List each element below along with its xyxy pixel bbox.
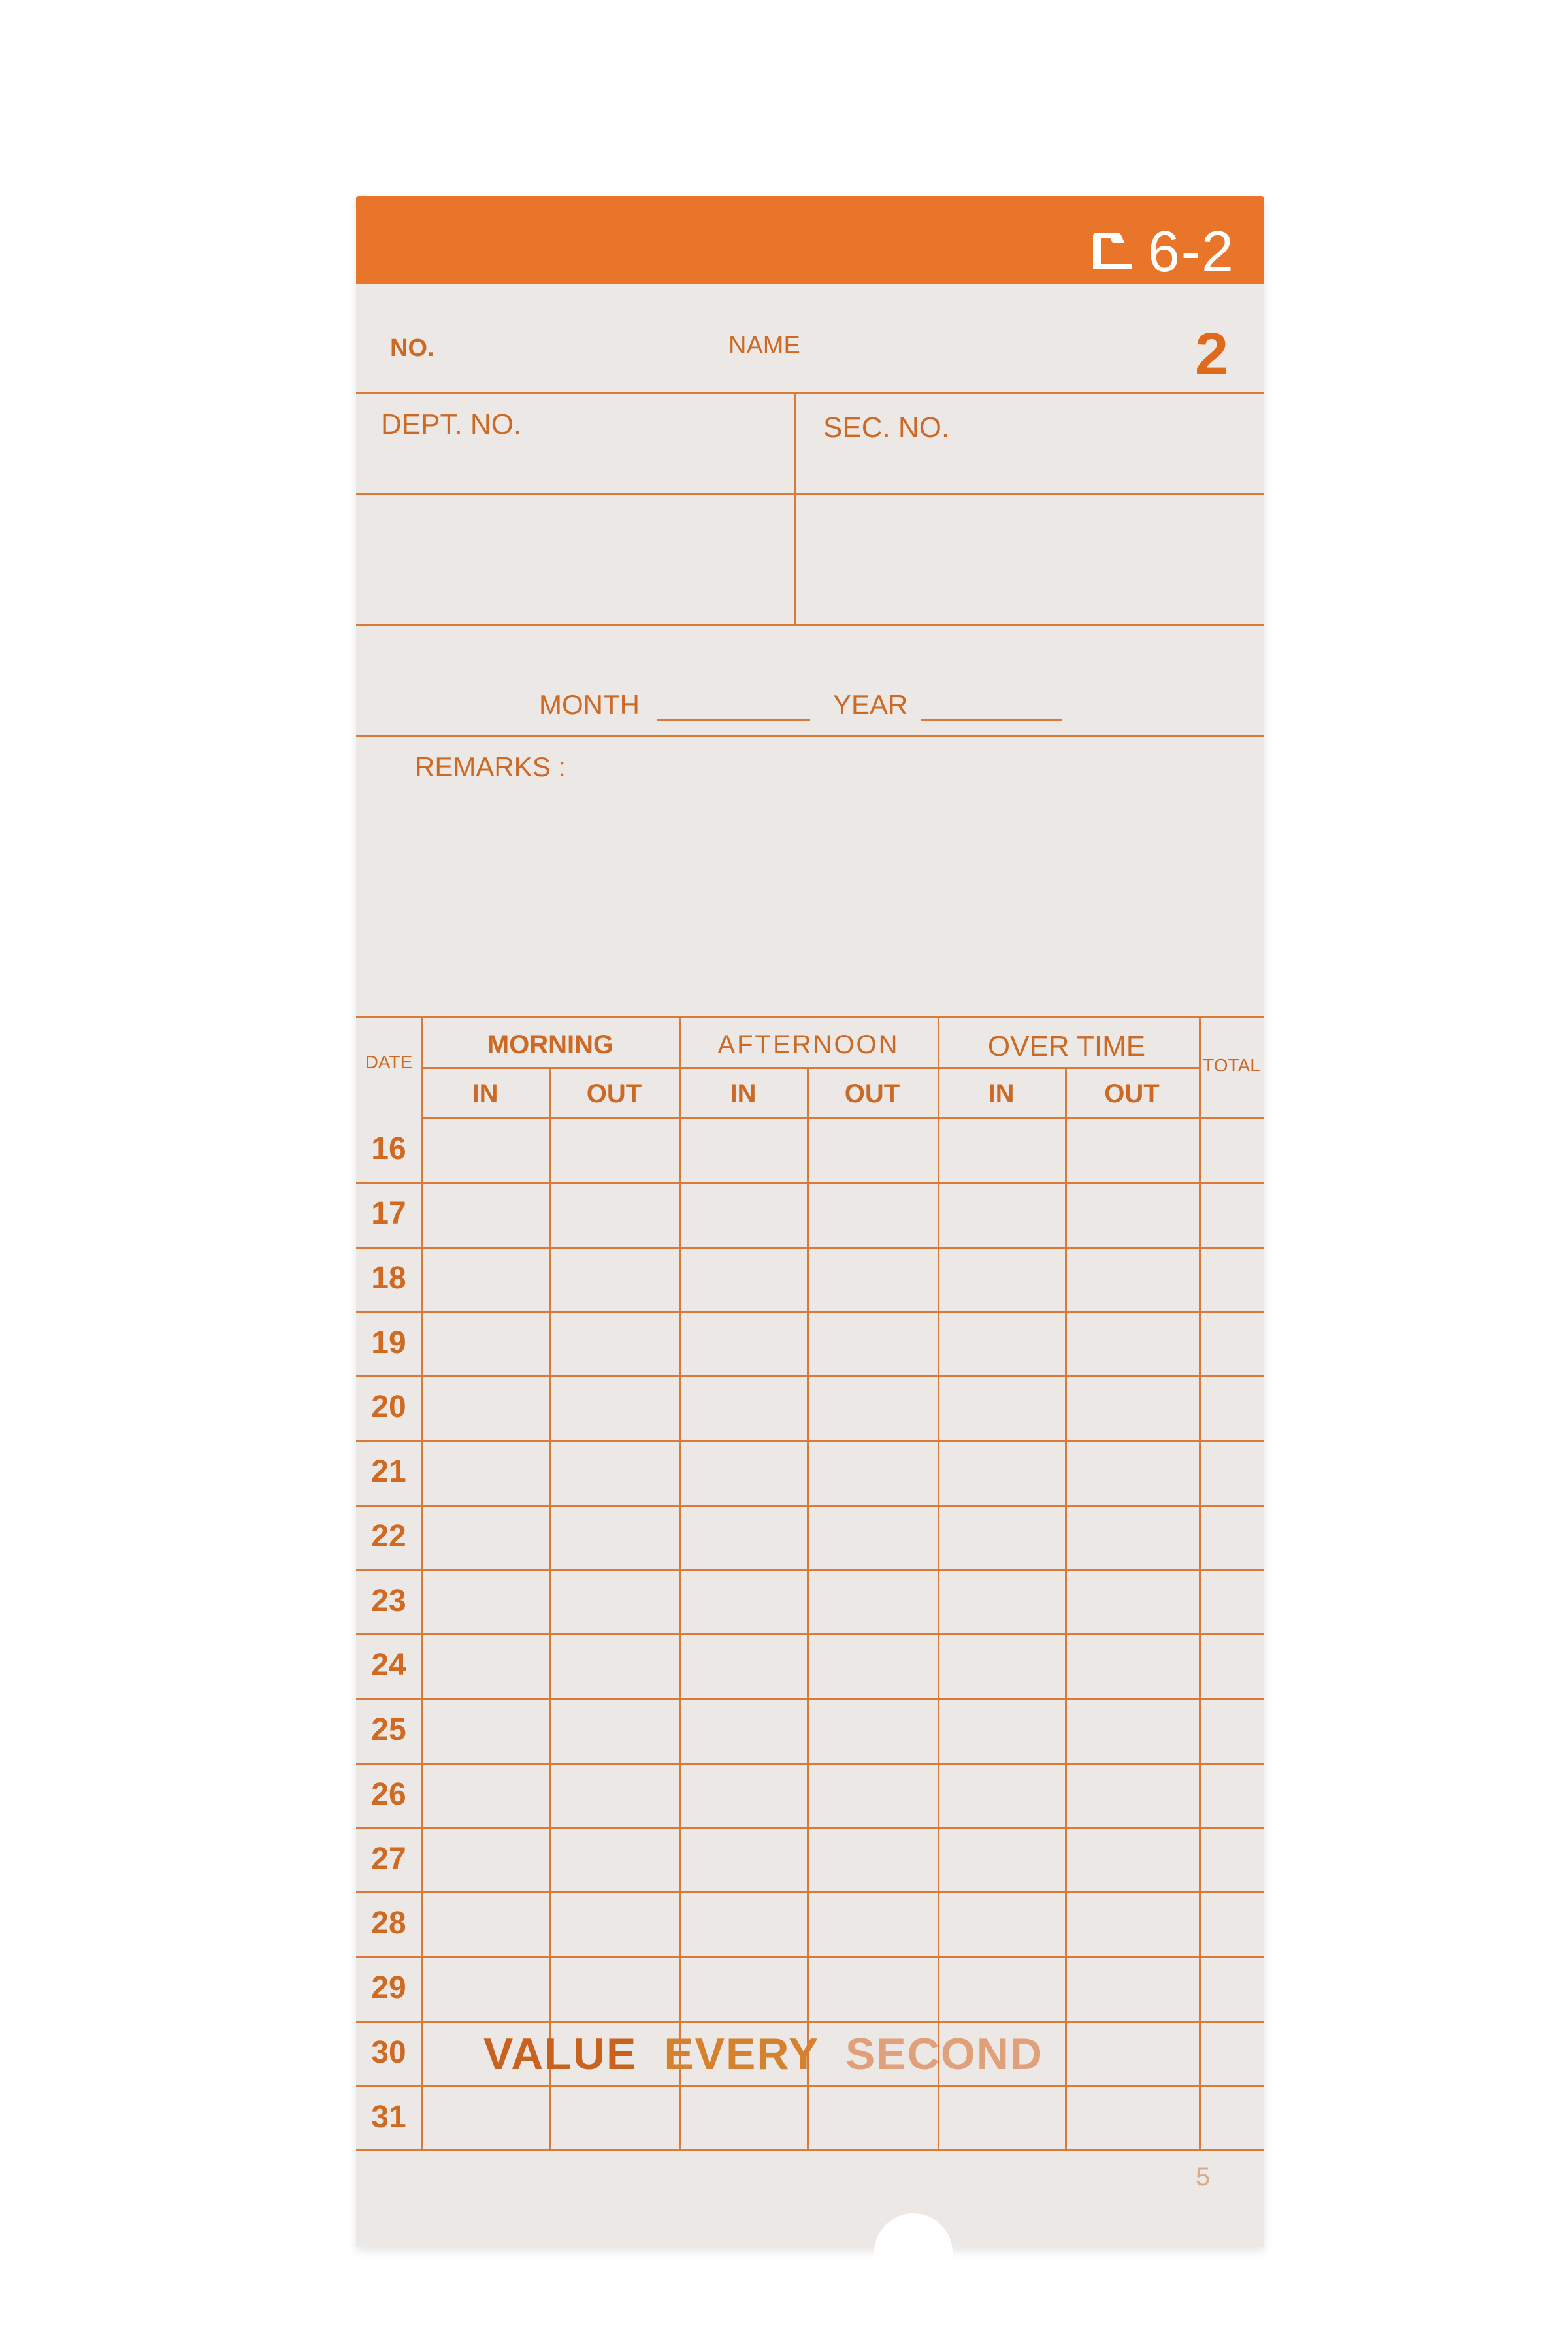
table-row-line — [356, 1311, 421, 1313]
table-row-line — [356, 1956, 421, 1958]
table-row-line — [421, 1311, 1264, 1313]
date-label: 20 — [371, 1390, 406, 1425]
month-blank — [657, 719, 810, 721]
sec-label: SEC. NO. — [823, 412, 950, 444]
table-row-line — [421, 1633, 1264, 1635]
table-row-line — [356, 1891, 421, 1893]
divider — [356, 392, 1264, 394]
table-line — [938, 1016, 939, 2149]
afternoon-header: AFTERNOON — [717, 1030, 900, 1059]
morning-header: MORNING — [487, 1030, 614, 1059]
table-row-line — [421, 2085, 1264, 2087]
table-row-line — [421, 2021, 1264, 2023]
time-table — [365, 1016, 1264, 2149]
table-line — [807, 1067, 809, 2149]
year-blank — [921, 719, 1062, 721]
table-line — [679, 1016, 681, 2149]
date-label: 22 — [371, 1518, 406, 1554]
table-row-line — [421, 1827, 1264, 1829]
table-row-line — [356, 1633, 421, 1635]
date-label: 29 — [371, 1970, 406, 2006]
date-label: 19 — [371, 1325, 406, 1360]
table-row-line — [356, 1247, 421, 1249]
table-row-line — [356, 1182, 421, 1184]
no-label: NO. — [390, 335, 434, 362]
table-row-line — [421, 1956, 1264, 1958]
slogan-word: VALUE — [483, 2029, 638, 2079]
table-line — [549, 1067, 551, 2149]
in-header: IN — [730, 1079, 757, 1108]
card-code-text: 6-2 — [1147, 219, 1235, 284]
table-row-line — [356, 2021, 421, 2023]
table-row-line — [356, 1698, 421, 1700]
table-row-line — [421, 1440, 1264, 1442]
card-number: 2 — [1194, 321, 1228, 387]
year-label: YEAR — [833, 689, 908, 720]
time-card — [356, 196, 1264, 2247]
slogan-word: SECOND — [845, 2029, 1043, 2079]
table-row-line — [421, 1182, 1264, 1184]
header-band — [356, 196, 1264, 284]
divider — [356, 493, 1264, 495]
out-header: OUT — [586, 1079, 642, 1108]
table-row-line — [356, 1375, 421, 1377]
date-label: 21 — [371, 1454, 406, 1490]
dept-label: DEPT. NO. — [381, 408, 522, 440]
table-row-line — [421, 1763, 1264, 1765]
date-header: DATE — [365, 1052, 413, 1072]
total-header: TOTAL — [1203, 1055, 1260, 1075]
card-code — [1086, 219, 1235, 284]
name-label: NAME — [728, 332, 800, 359]
date-label: 31 — [371, 2099, 406, 2134]
overtime-header: OVER TIME — [987, 1030, 1146, 1062]
table-row-line — [421, 1247, 1264, 1249]
date-label: 25 — [371, 1712, 406, 1748]
field-divider — [794, 392, 796, 624]
table-line — [421, 1016, 423, 2149]
out-header: OUT — [1104, 1079, 1160, 1108]
in-header: IN — [988, 1079, 1015, 1108]
date-label: 30 — [371, 2034, 406, 2070]
table-row-line — [356, 2149, 421, 2151]
out-header: OUT — [844, 1079, 900, 1108]
remarks-label: REMARKS : — [415, 751, 566, 782]
table-row-line — [421, 2149, 1264, 2151]
date-label: 23 — [371, 1583, 406, 1618]
table-row-line — [421, 1891, 1264, 1893]
table-row-line — [421, 1698, 1264, 1700]
card-logo-icon — [1086, 229, 1139, 274]
table-row-line — [356, 1569, 421, 1571]
date-label: 18 — [371, 1260, 406, 1296]
table-row-line — [356, 2085, 421, 2087]
table-row-line — [356, 1763, 421, 1765]
table-row-line — [356, 1440, 421, 1442]
date-label: 16 — [371, 1132, 406, 1167]
in-header: IN — [472, 1079, 498, 1108]
table-line — [356, 1016, 421, 1018]
table-line — [421, 1117, 1264, 1119]
divider — [356, 735, 1264, 737]
date-label: 28 — [371, 1906, 406, 1941]
table-line — [421, 1067, 1199, 1069]
divider — [356, 624, 1264, 626]
table-row-line — [421, 1569, 1264, 1571]
date-label: 26 — [371, 1776, 406, 1812]
table-row-line — [356, 1505, 421, 1507]
date-label: 24 — [371, 1648, 406, 1683]
date-label: 27 — [371, 1841, 406, 1876]
slogan — [483, 2029, 1043, 2080]
table-row-line — [421, 1505, 1264, 1507]
page-number: 5 — [1196, 2163, 1211, 2191]
table-line — [421, 1016, 1264, 1018]
date-label: 17 — [371, 1196, 406, 1232]
table-row-line — [356, 1827, 421, 1829]
table-line — [1199, 1016, 1201, 2149]
table-row-line — [421, 1375, 1264, 1377]
month-label: MONTH — [539, 689, 640, 720]
table-line — [1065, 1067, 1067, 2149]
slogan-word: EVERY — [664, 2029, 819, 2079]
